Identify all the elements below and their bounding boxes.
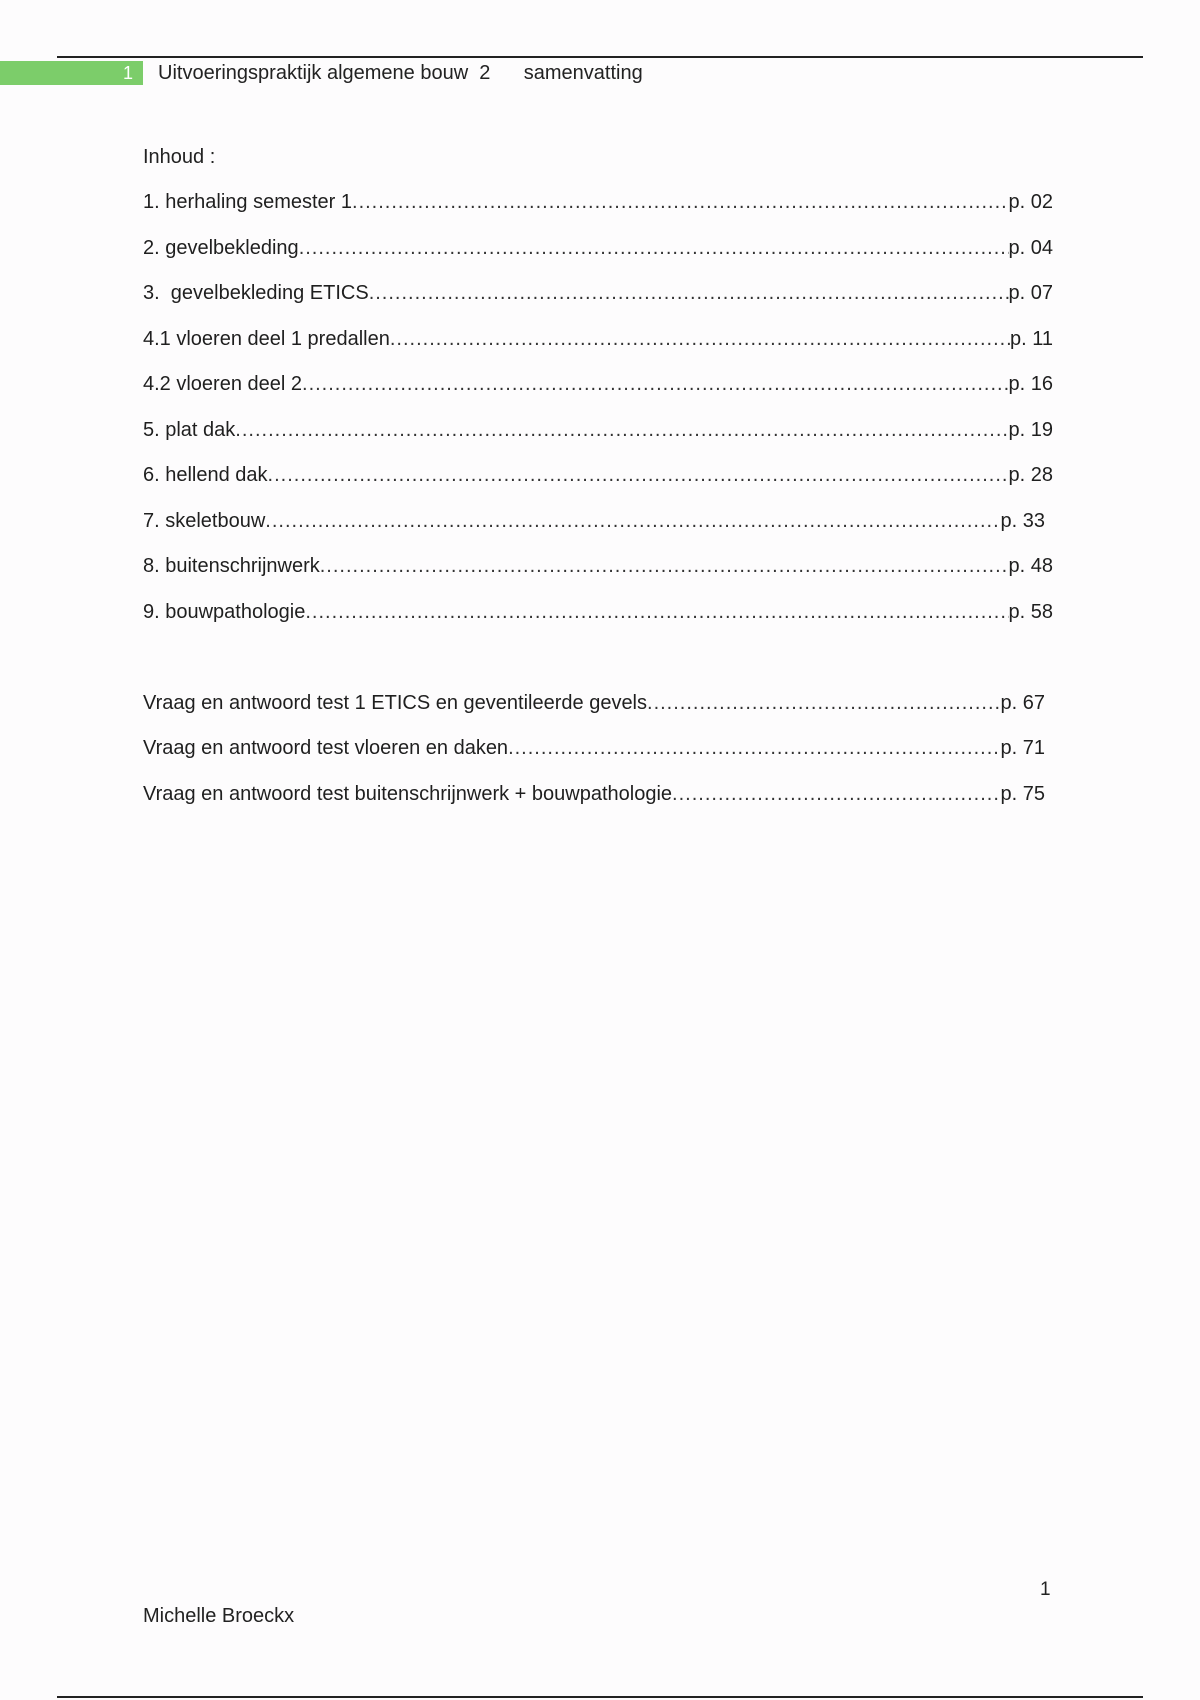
footer-rule <box>57 1696 1143 1698</box>
toc-entry-label: 4.1 vloeren deel 1 predallen <box>143 328 390 350</box>
toc-entry-page: p. 28 <box>1008 464 1053 486</box>
toc-entry-2[interactable] <box>143 234 1053 262</box>
toc-entry-label: Vraag en antwoord test vloeren en daken <box>143 737 509 759</box>
toc-dot-leader <box>672 780 1000 808</box>
toc-entry-page: p. 75 <box>1000 783 1045 805</box>
toc-entry-label: 3. gevelbekleding ETICS <box>143 282 369 304</box>
toc-entry-1[interactable] <box>143 188 1053 216</box>
toc-entry-9[interactable] <box>143 598 1053 626</box>
toc-entry-label: 5. plat dak <box>143 419 236 441</box>
toc-dot-leader <box>305 598 1008 626</box>
toc-entry-page: p. 04 <box>1008 237 1053 259</box>
toc-entry-4-1[interactable] <box>143 325 1053 353</box>
toc-entry-8[interactable] <box>143 552 1053 580</box>
toc-dot-leader <box>352 188 1009 216</box>
author-name: Michelle Broeckx <box>143 1605 295 1627</box>
toc-dot-leader <box>265 507 1000 535</box>
toc-dot-leader <box>320 552 1009 580</box>
toc-entry-page: p. 16 <box>1008 373 1053 395</box>
toc-entry-label: 9. bouwpathologie <box>143 601 306 623</box>
toc-entry-page: p. 33 <box>1000 510 1045 532</box>
toc-dot-leader <box>508 734 1000 762</box>
toc-entry-page: p. 48 <box>1008 555 1053 577</box>
toc-entry-label: 4.2 vloeren deel 2 <box>143 373 303 395</box>
page-number: 1 <box>1040 1579 1051 1600</box>
toc-entry-page: p. 19 <box>1008 419 1053 441</box>
toc-heading: Inhoud : <box>143 146 216 168</box>
toc-dot-leader <box>390 325 1010 353</box>
toc-entry-label: 8. buitenschrijnwerk <box>143 555 320 577</box>
toc-entry-label: 1. herhaling semester 1 <box>143 191 353 213</box>
toc-dot-leader <box>268 461 1009 489</box>
document-title: Uitvoeringspraktijk algemene bouw 2 samenvatting <box>158 62 643 84</box>
toc-entry-4-2[interactable] <box>143 370 1053 398</box>
toc-entry-6[interactable] <box>143 461 1053 489</box>
toc-entry-label: 7. skeletbouw <box>143 510 266 532</box>
toc-entry-label: Vraag en antwoord test buitenschrijnwerk + bouwpathologie <box>143 783 673 805</box>
toc-entry-3[interactable] <box>143 279 1053 307</box>
toc-entry-page: p. 07 <box>1008 282 1053 304</box>
toc-test-entry-3[interactable] <box>143 780 1045 808</box>
toc-entry-5[interactable] <box>143 416 1053 444</box>
toc-dot-leader <box>299 234 1009 262</box>
toc-test-entry-1[interactable] <box>143 689 1045 717</box>
toc-entry-page: p. 67 <box>1000 692 1045 714</box>
chapter-number: 1 <box>122 63 133 83</box>
toc-dot-leader <box>235 416 1008 444</box>
toc-entry-label: Vraag en antwoord test 1 ETICS en geventileerde gevels <box>143 692 648 714</box>
header-rule <box>57 56 1143 58</box>
toc-entry-label: 6. hellend dak <box>143 464 268 486</box>
toc-test-entry-2[interactable] <box>143 734 1045 762</box>
toc-entry-label: 2. gevelbekleding <box>143 237 299 259</box>
toc-entry-page: p. 02 <box>1008 191 1053 213</box>
toc-dot-leader <box>647 689 1001 717</box>
toc-entry-7[interactable] <box>143 507 1045 535</box>
toc-entry-page: p. 11 <box>1010 328 1053 350</box>
toc-dot-leader <box>369 279 1009 307</box>
toc-entry-page: p. 71 <box>1000 737 1045 759</box>
toc-entry-page: p. 58 <box>1008 601 1053 623</box>
toc-dot-leader <box>302 370 1009 398</box>
